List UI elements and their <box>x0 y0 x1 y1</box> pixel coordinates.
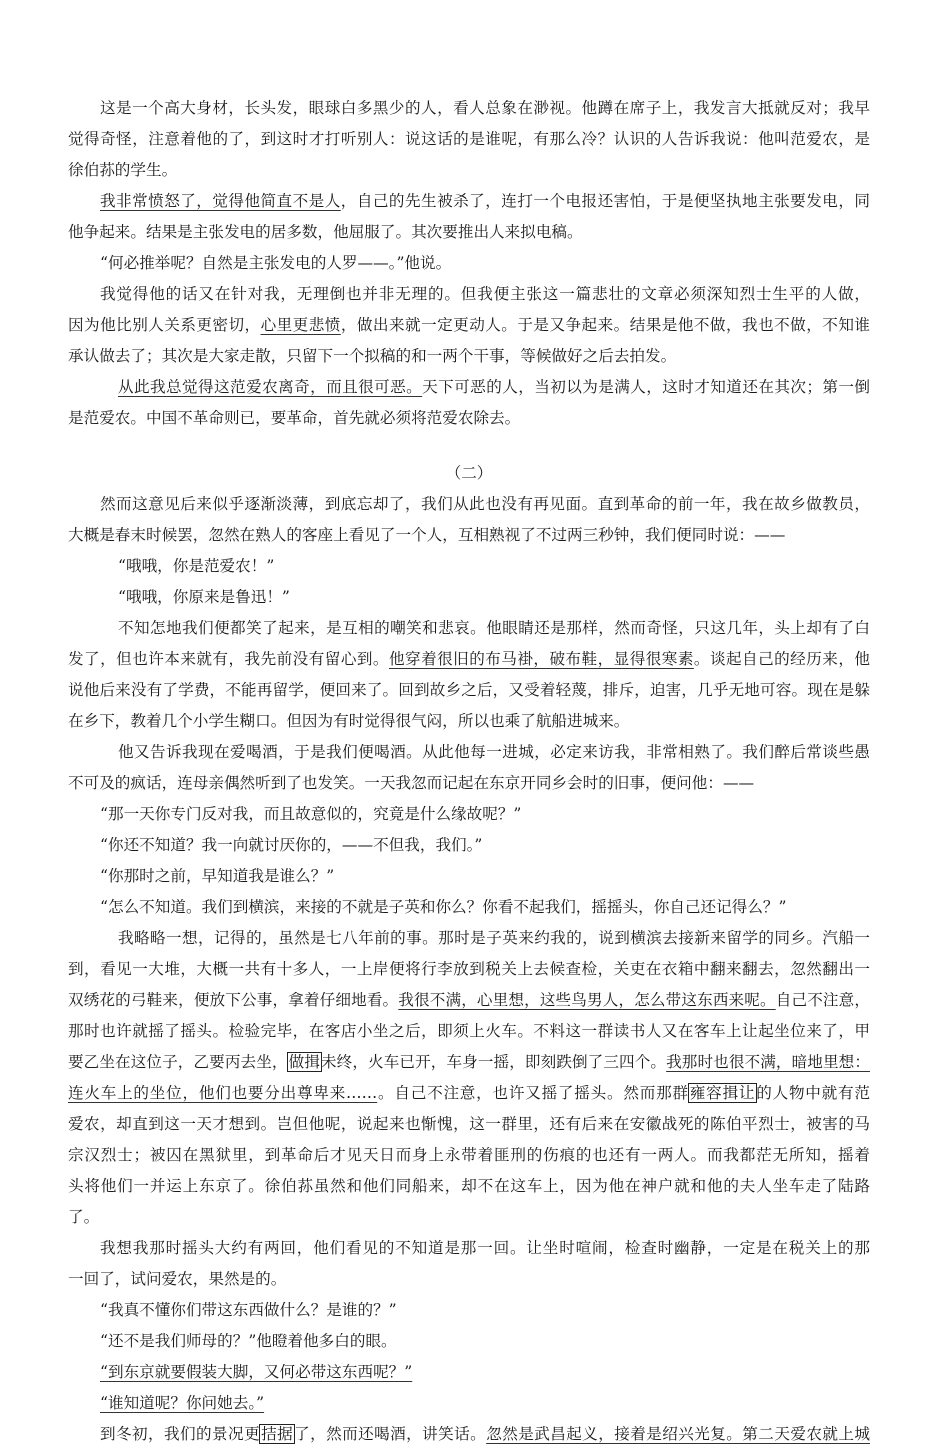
text-line <box>68 675 870 706</box>
text-run: 那时也许就摇了摇头。检验完毕，在客店小坐之后，即须上火车。不料这一群读书人又在客车上让起坐位来了，甲 <box>68 1022 870 1040</box>
paragraph <box>68 489 870 551</box>
text-line <box>68 644 870 675</box>
text-line <box>68 892 870 923</box>
text-run: “你还不知道？我一向就讨厌你的，——不但我，我们。” <box>100 836 483 854</box>
paragraph <box>68 892 870 923</box>
text-line <box>68 737 870 768</box>
text-line <box>68 1419 870 1450</box>
text-line <box>68 520 870 551</box>
text-line <box>68 155 870 186</box>
text-line <box>68 1264 870 1295</box>
underlined-text: 我很不满，心里想，这些鸟男人，怎么带这东西来呢。 <box>398 991 776 1009</box>
text-line <box>68 310 870 341</box>
text-line <box>68 1202 870 1233</box>
text-line <box>68 1047 870 1078</box>
boxed-text: 做揖 <box>288 1053 320 1071</box>
text-line <box>68 217 870 248</box>
text-run: “我真不懂你们带这东西做什么？是谁的？” <box>100 1301 397 1319</box>
text-run: 到冬初，我们的景况更 <box>100 1425 261 1443</box>
paragraph <box>68 1388 870 1419</box>
text-run: 觉得奇怪，注意着他的了，到这时才打听别人：说这话的是谁呢，有那么冷？认识的人告诉我说：他叫范爱农，是 <box>68 130 870 148</box>
paragraph <box>68 1357 870 1388</box>
text-line <box>68 706 870 737</box>
text-run: ，自己的先生被杀了，连打一个电报还害怕，于是便坚执地主张要发电，同 <box>340 192 870 210</box>
paragraph <box>68 93 870 186</box>
text-line <box>68 1357 870 1388</box>
text-run: 发了，但也许本来就有，我先前没有留心到。 <box>68 650 389 668</box>
boxed-text: 雍容揖让 <box>689 1084 756 1102</box>
text-line <box>68 279 870 310</box>
paragraph <box>68 186 870 248</box>
paragraph <box>68 737 870 799</box>
text-run: 要乙坐在这位子，乙要丙去坐， <box>68 1053 288 1071</box>
paragraph <box>68 1419 870 1450</box>
text-run: 因为他比别人关系更密切， <box>68 316 261 334</box>
text-line <box>68 799 870 830</box>
text-run: 双绣花的弓鞋来，便放下公事，拿着仔细地看。 <box>68 991 399 1009</box>
text-run: “何必推举呢？自然是主张发电的人罗——。”他说。 <box>100 254 452 272</box>
underlined-text: “到东京就要假装大脚，又何必带这东西呢？” <box>100 1363 413 1381</box>
text-run: 到，看见一大堆，大概一共有十多人，一上岸便将行李放到税关上去候查检，关吏在衣箱中翻来翻去，忽然翻出一 <box>68 960 870 978</box>
text-line <box>68 124 870 155</box>
text-run: 是范爱农。中国不革命则已，要革命，首先就必须将范爱农除去。 <box>68 409 521 427</box>
text-run: 他争起来。结果是主张发电的居多数，他屈服了。其次要推出人来拟电稿。 <box>68 223 583 241</box>
paragraph <box>68 1326 870 1357</box>
text-run: 了，然而还喝酒，讲笑话。 <box>294 1425 487 1443</box>
text-run: 。谈起自己的经历来，他 <box>693 650 870 668</box>
text-line <box>68 403 870 434</box>
text-run: 在乡下，教着几个小学生糊口。但因为有时觉得很气闷，所以也乘了航船进城来。 <box>68 712 630 730</box>
text-line <box>68 93 870 124</box>
text-run: 宗汉烈士；被囚在黑狱里，到革命后才见天日而身上永带着匪刑的伤痕的也还有一两人。而我都茫无所知，摇着 <box>68 1146 870 1164</box>
text-run: “哦哦，你原来是鲁迅！” <box>118 588 290 606</box>
text-run: 爱农，却直到这一天才想到。岂但他呢，说起来也惭愧，这一群里，还有后来在安徽战死的陈伯平烈士，被害的马 <box>68 1115 870 1133</box>
text-line <box>68 954 870 985</box>
text-run: 未终，火车已开，车身一摇，即刻跌倒了三四个。 <box>321 1053 667 1071</box>
paragraph <box>68 248 870 279</box>
underlined-text: 忽然是武昌起义，接着是绍兴光复。第二天爱农就上城 <box>486 1425 870 1443</box>
text-line <box>68 923 870 954</box>
text-line <box>68 1388 870 1419</box>
boxed-text: 拮据 <box>261 1425 294 1443</box>
text-run: 不知怎地我们便都笑了起来，是互相的嘲笑和悲哀。他眼睛还是那样，然而奇怪，只这几年，头上却有了白 <box>118 619 870 637</box>
paragraph <box>68 799 870 830</box>
text-run: “你那时之前，早知道我是谁么？” <box>100 867 335 885</box>
text-run: 头将他们一并运上东京了。徐伯荪虽然和他们同船来，却不在这车上，因为他在神户就和他的夫人坐车走了陆路 <box>68 1177 870 1195</box>
text-run: 自己不注意， <box>775 991 870 1009</box>
text-line <box>68 551 870 582</box>
text-run: 大概是春末时候罢，忽然在熟人的客座上看见了一个人，互相熟视了不过两三秒钟，我们便同时说：—— <box>68 526 786 544</box>
underlined-text: 我非常愤怒了，觉得他简直不是人 <box>100 192 341 210</box>
text-line <box>68 582 870 613</box>
text-line <box>68 372 870 403</box>
text-line <box>68 1140 870 1171</box>
text-run: 天下可恶的人，当初以为是满人，这时才知道还在其次；第一倒 <box>422 378 870 396</box>
text-line <box>68 861 870 892</box>
text-line <box>68 186 870 217</box>
underlined-text: 心里更悲愤 <box>260 316 341 334</box>
document-page <box>68 93 870 1450</box>
underlined-text: 他穿着很旧的布马褂，破布鞋，显得很寒素 <box>388 650 694 668</box>
text-line <box>68 613 870 644</box>
text-run: 说他后来没有了学费，不能再留学，便回来了。回到故乡之后，又受着轻蔑，排斥，迫害，几乎无地可容。现在是躲 <box>68 681 870 699</box>
text-run: 我略略一想，记得的，虽然是七八年前的事。那时是子英来约我的，说到横滨去接新来留学的同乡。汽船一 <box>118 929 870 947</box>
underlined-text: 连火车上的坐位，他们也要分出尊卑来…… <box>68 1084 378 1102</box>
text-line <box>68 1171 870 1202</box>
text-line <box>68 1016 870 1047</box>
paragraph <box>68 861 870 892</box>
text-run: 的人物中就有范 <box>756 1084 870 1102</box>
paragraph <box>68 372 870 434</box>
text-line <box>68 1078 870 1109</box>
underlined-text: 从此我总觉得这范爱农离奇，而且很可恶。 <box>118 378 423 396</box>
text-run: “哦哦，你是范爱农！” <box>118 557 275 575</box>
text-line <box>68 1233 870 1264</box>
text-run: 这是一个高大身材，长头发，眼球白多黑少的人，看人总象在渺视。他蹲在席子上，我发言大抵就反对；我早 <box>100 99 870 117</box>
paragraph <box>68 613 870 737</box>
text-line <box>68 830 870 861</box>
text-line <box>68 489 870 520</box>
paragraph <box>68 551 870 582</box>
text-line <box>68 341 870 372</box>
text-run: 徐伯荪的学生。 <box>68 161 178 179</box>
section-heading: （二） <box>445 464 493 482</box>
text-run: 不可及的疯话，连母亲偶然听到了也发笑。一天我忽而记起在东京开同乡会时的旧事，便问他：—— <box>68 774 755 792</box>
text-run: 。自己不注意，也许又摇了摇头。然而那群 <box>377 1084 689 1102</box>
text-run: 我想我那时摇头大约有两回，他们看见的不知道是那一回。让坐时喧闹，检查时幽静，一定是在税关上的那 <box>100 1239 870 1257</box>
paragraph <box>68 1233 870 1295</box>
text-line <box>68 768 870 799</box>
text-line <box>68 1326 870 1357</box>
text-run: 了。 <box>68 1208 100 1226</box>
text-run: 然而这意见后来似乎逐渐淡薄，到底忘却了，我们从此也没有再见面。直到革命的前一年，我在故乡做教员， <box>100 495 870 513</box>
text-run: “怎么不知道。我们到横滨，来接的不就是子英和你么？你看不起我们，摇摇头，你自己还记得么？” <box>100 898 787 916</box>
text-run: ，做出来就一定更动人。于是又争起来。结果是他不做，我也不做，不知谁 <box>340 316 870 334</box>
paragraph <box>68 830 870 861</box>
text-line <box>68 248 870 279</box>
text-line <box>68 1109 870 1140</box>
paragraph <box>68 582 870 613</box>
underlined-text: “谁知道呢？你问她去。” <box>100 1394 265 1412</box>
text-run: 他又告诉我现在爱喝酒，于是我们便喝酒。从此他每一进城，必定来访我，非常相熟了。我们醉后常谈些愚 <box>118 743 870 761</box>
text-run: “那一天你专门反对我，而且故意似的，究竟是什么缘故呢？” <box>100 805 522 823</box>
text-run: 一回了，试问爱农，果然是的。 <box>68 1270 287 1288</box>
paragraph <box>68 279 870 372</box>
text-run: “还不是我们师母的？”他瞪着他多白的眼。 <box>100 1332 397 1350</box>
text-line <box>68 985 870 1016</box>
text-run: 承认做去了；其次是大家走散，只留下一个拟稿的和一两个干事，等候做好之后去拍发。 <box>68 347 677 365</box>
paragraph <box>68 923 870 1233</box>
text-line <box>68 1295 870 1326</box>
text-run: 我觉得他的话又在针对我，无理倒也并非无理的。但我便主张这一篇悲壮的文章必须深知烈士生平的人做， <box>100 285 870 303</box>
underlined-text: 我那时也很不满，暗地里想： <box>666 1053 870 1071</box>
paragraph <box>68 1295 870 1326</box>
